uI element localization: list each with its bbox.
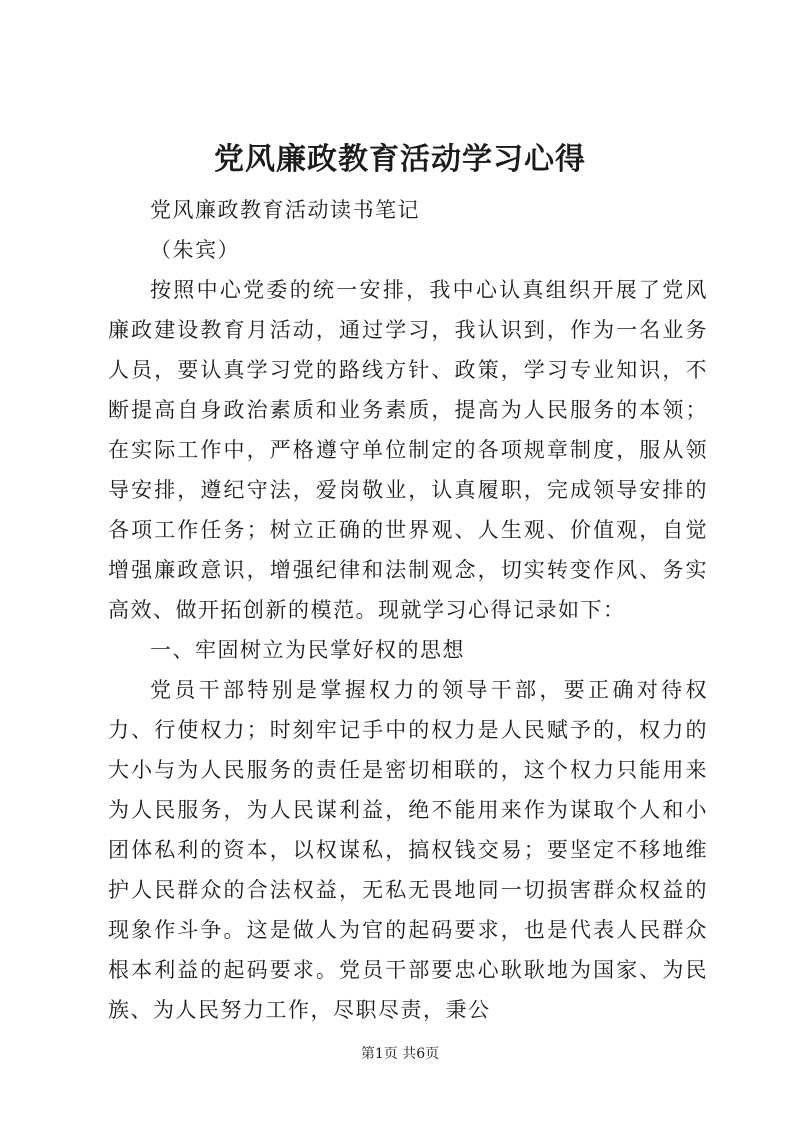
author-line: （朱宾）	[150, 238, 240, 262]
paragraph: 党员干部特别是掌握权力的领导干部，要正确对待权力、行使权力；时刻牢记手中的权力是人民赋予的，权力的大小与为人民服务的责任是密切相联的，这个权力只能用来为人民服务，为人民谋利益，绝不能用来作为谋取个人和小团体私利的资本，以权谋私，搞权钱交易；要坚定不移地维护人民群众的合法权益，无私无畏地同一切损害群众权益的现象作斗争。这是做人为官的起码要求，也是代表人民群众根本利益的起码要求。党员干部要忠心耿耿地为国家、为民族、为人民努力工作，尽职尽责，秉公	[108, 678, 708, 1022]
document-title: 党风廉政教育活动学习心得	[214, 142, 586, 177]
page-footer: 第1页 共6页	[360, 1046, 440, 1062]
document-body	[108, 190, 708, 1030]
paragraph: 按照中心党委的统一安排，我中心认真组织开展了党风廉政建设教育月活动，通过学习，我认识到，作为一名业务人员，要认真学习党的路线方针、政策，学习专业知识，不断提高自身政治素质和业务素质，提高为人民服务的本领；在实际工作中，严格遵守单位制定的各项规章制度，服从领导安排，遵纪守法，爱岗敬业，认真履职，完成领导安排的各项工作任务；树立正确的世界观、人生观、价值观，自觉增强廉政意识，增强纪律和法制观念，切实转变作风、务实高效、做开拓创新的模范。现就学习心得记录如下：	[108, 278, 708, 622]
section-heading: 一、牢固树立为民掌好权的思想	[150, 638, 465, 662]
subtitle: 党风廉政教育活动读书笔记	[150, 198, 420, 222]
